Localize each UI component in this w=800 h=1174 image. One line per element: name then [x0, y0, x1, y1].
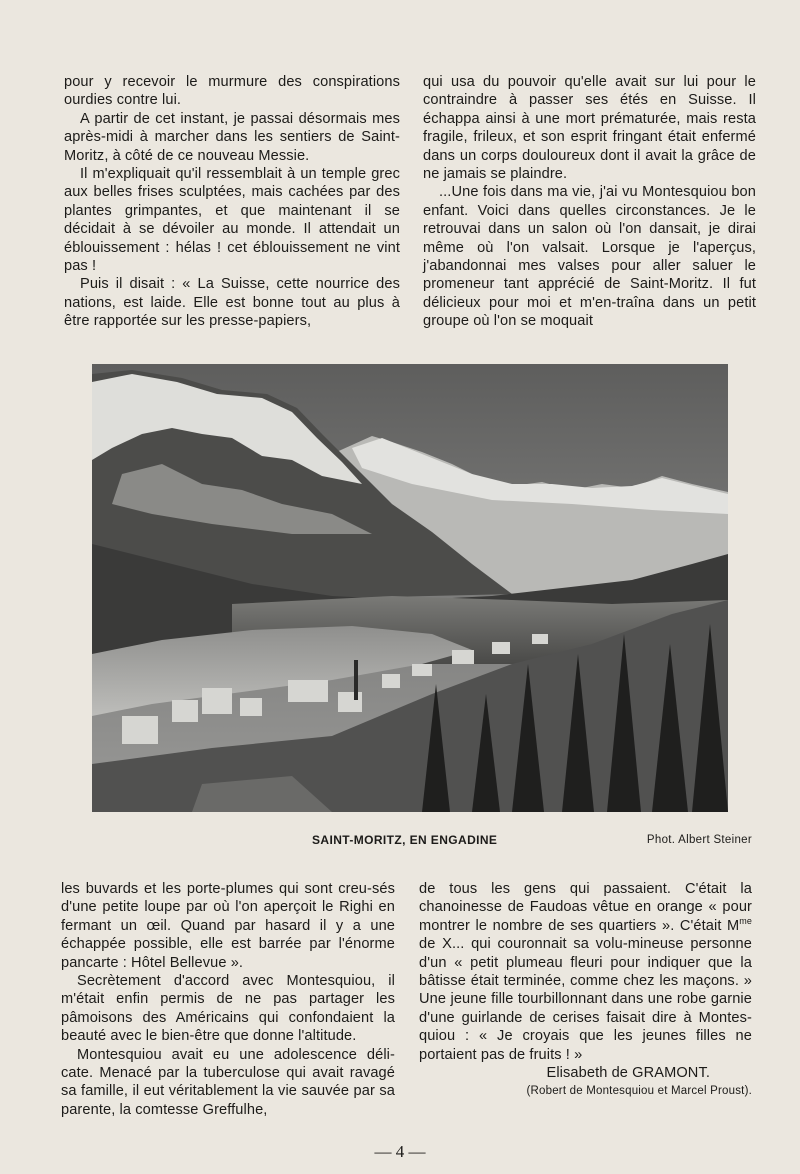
page-number: — 4 —	[374, 1142, 426, 1161]
paragraph: Puis il disait : « La Suisse, cette nourrice des nations, est laide. Elle est bonne tout au plus à être rapportée sur les presse-papiers,	[64, 276, 400, 330]
source-reference: (Robert de Montesquiou et Marcel Proust).	[526, 1085, 752, 1098]
paragraph: A partir de cet instant, je passai désormais mes après-midi à marcher dans les sentiers de Saint-Moritz, à côté de ce nouveau Messie.	[64, 110, 400, 164]
photo-credit: Phot. Albert Steiner	[646, 834, 752, 846]
paragraph: ...Une fois dans ma vie, j'ai vu Montesquiou bon enfant. Voici dans quelles circonstances. Je le retrouvai dans un salon où l'on dansait, je dirai même où l'on valsait. Lorsque je l'aperçus, j'abandonnai mes valses pour aller saluer le promeneur tant apprécié de Saint-Moritz. Il fut délicieux pour moi et m'en-traîna dans un petit groupe où l'on se moquait	[423, 184, 756, 330]
paragraph-text: de tous les gens qui passaient. C'était la chanoinesse de Faudoas vêtue en orange « pour montrer le nombre de ses quartiers ». C'était M	[419, 881, 752, 934]
paragraph: Secrètement d'accord avec Montesquiou, il m'était enfin permis de ne pas partager les pâmoisons des Américains qui confondaient la beauté avec le bien-être que donne l'altitude.	[61, 973, 395, 1045]
author-signature: Elisabeth de GRAMONT.	[546, 1065, 710, 1082]
text-column-top-left	[64, 73, 400, 331]
text-column-bottom-right	[419, 880, 752, 1101]
paragraph: les buvards et les porte-plumes qui sont creu-sés d'une petite loupe par où l'on aperçoit le Righi en fermant un œil. Quand par hasard il y a une échappée possible, elle est barrée par l'énorme pancarte : Hôtel Bellevue ».	[61, 881, 395, 971]
text-column-bottom-left	[61, 880, 395, 1119]
landscape-photo-graphic	[92, 364, 728, 812]
paragraph	[419, 880, 752, 1064]
text-column-top-right	[423, 73, 756, 331]
paragraph: Montesquiou avait eu une adolescence déli-cate. Menacé par la tuberculose qui avait ravagé sa famille, il eut véritablement la vie sauvée par sa parente, la comtesse Greffulhe,	[61, 1046, 395, 1118]
superscript: me	[739, 915, 752, 926]
paragraph: pour y recevoir le murmure des conspirations ourdies contre lui.	[64, 74, 400, 109]
paragraph-text: de X... qui couronnait sa volu-mineuse personne d'un « petit plumeau fleuri pour indiquer que la bâtisse était terminée, comme chez les maçons. » Une jeune fille tourbillonnant dans une robe garnie d'une guirlande de cerises faisait dire à Montes-quiou : « Je croyais que les jeunes filles ne portaient pas de fruits ! »	[419, 936, 752, 1063]
paragraph: qui usa du pouvoir qu'elle avait sur lui pour le contraindre à passer ses étés en Suisse. Il échappa ainsi à une mort prématurée, mais resta fragile, frileux, et son esprit fringant était enfermé dans un corps douloureux dont il avait la grâce de ne jamais se plaindre.	[423, 74, 756, 183]
photo-caption: SAINT-MORITZ, EN ENGADINE	[312, 833, 498, 847]
paragraph: Il m'expliquait qu'il ressemblait à un temple grec aux belles frises sculptées, mais cachées par des plantes grimpantes, et que maintenant il se décidait à se dévoiler au monde. Il attendait un éblouissement : hélas ! cet éblouissement ne vint pas !	[64, 166, 400, 275]
saint-moritz-photograph	[92, 364, 728, 812]
